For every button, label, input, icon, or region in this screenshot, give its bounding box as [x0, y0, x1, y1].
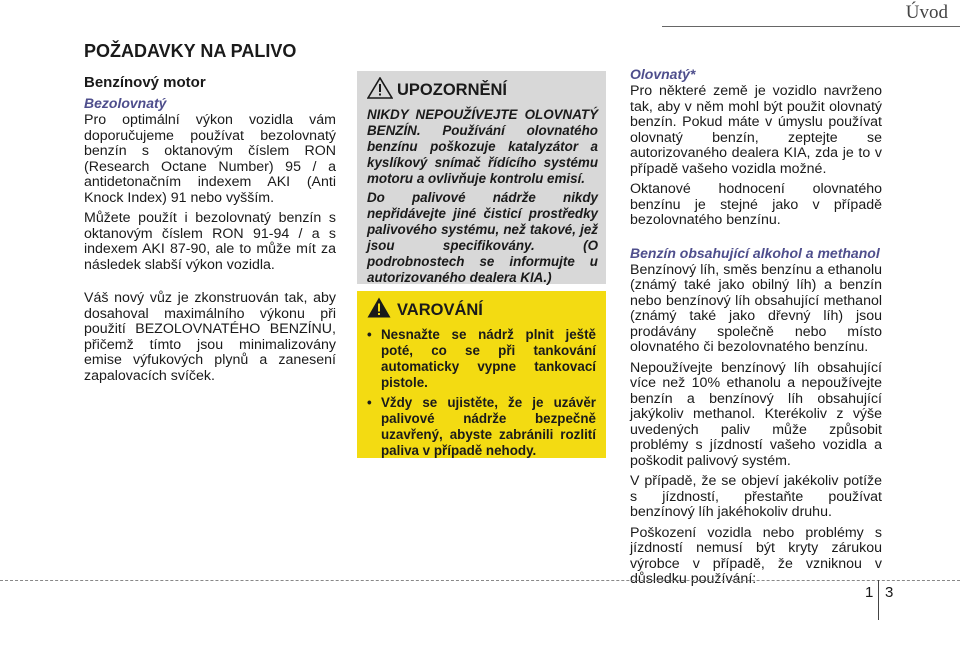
header-rule	[662, 26, 960, 27]
gasoline-engine-heading: Benzínový motor	[84, 74, 206, 91]
warning-item: • Vždy se ujistěte, že je uzávěr palivové nádrže bezpečně uzavřený, abyste zabránili rozlití paliva v případě nehody.	[367, 395, 596, 458]
leaded-paragraph-1: Pro některé země je vozidlo navrženo tak, aby v něm mohl být použit olovnatý benzín. Pokud máte v úmyslu používat olovnatý benzín, zeptejte se autorizovaného dealera KIA, zda je to v případě vašeho vozidla možné.	[630, 83, 882, 177]
page-title: POŽADAVKY NA PALIVO	[84, 41, 297, 61]
caution-text-2: Do palivové nádrže nikdy nepřidávejte jiné čisticí prostředky palivového systému, než takové, jež jsou specifikovány. (O podrobnostech se informujte u autorizovaného dealera KIA.)	[367, 190, 598, 285]
alcohol-paragraph-2: Nepoužívejte benzínový líh obsahující více než 10% ethanolu a nepoužívejte benzín a benzínový líh obsahující jakýkoliv methanol. Kterékoliv z výše uvedených paliv může způsobit problémy s jízdností vašeho vozidla a poškodit palivový systém.	[630, 359, 882, 469]
alcohol-paragraph-4: Poškození vozidla nebo problémy s jízdností nemusí být kryty zárukou výrobce v případě, že vzniknou v důsledku používání:	[630, 524, 882, 587]
alcohol-paragraph-1: Benzínový líh, směs benzínu a ethanolu (známý také jako obilný líh) a benzín nebo benzínový líh obsahující methanol (známý také jako dřevný líh) jsou prodávány společně nebo místo olovnatého či bezolovnatého benzínu.	[630, 261, 882, 355]
left-column	[84, 40, 336, 384]
warning-box	[357, 291, 606, 458]
alcohol-heading: Benzín obsahující alkohol a methanol	[630, 244, 880, 261]
caution-box	[357, 71, 606, 284]
unleaded-paragraph-1: Pro optimální výkon vozidla vám doporučujeme používat bezolovnatý benzín s oktanovým číslem RON (Research Octane Number) 95 / a antidetonačním indexem AKI (Anti Knock Index) 91 nebo vyšším.	[84, 112, 336, 206]
unleaded-paragraph-2: Můžete použít i bezolovnatý benzín s oktanovým číslem RON 91-94 / a s indexem AKI 87-90, ale to může mít za následek slabší výkon vozidla.	[84, 210, 336, 273]
warning-title: VAROVÁNÍ	[397, 300, 483, 319]
caution-triangle-icon	[367, 77, 393, 104]
warning-item-text: Vždy se ujistěte, že je uzávěr palivové nádrže bezpečně uzavřený, abyste zabránili rozlití paliva v případě nehody.	[381, 395, 596, 458]
caution-title: UPOZORNĚNÍ	[397, 81, 508, 99]
caution-text-1: NIKDY NEPOUŽÍVEJTE OLOVNATÝ BENZÍN. Používání olovnatého benzínu poškozuje katalyzátor a kyslíkový snímač řídícího systému motoru a ovlivňuje kontrolu emisí.	[367, 107, 598, 186]
chapter-number: 1	[865, 584, 874, 601]
unleaded-heading: Bezolovnatý	[84, 95, 167, 111]
warning-triangle-icon	[367, 297, 391, 323]
leaded-heading: Olovnatý*	[630, 66, 696, 82]
warning-item: • Nesnažte se nádrž plnit ještě poté, co se při tankování automaticky vypne tankovací pistole.	[367, 327, 596, 390]
section-title: Úvod	[905, 2, 948, 23]
right-column	[630, 66, 882, 588]
leaded-paragraph-2: Oktanové hodnocení olovnatého benzínu je stejné jako v případě bezolovnatého benzínu.	[630, 181, 882, 228]
page-number-divider	[878, 580, 879, 620]
unleaded-paragraph-3: Váš nový vůz je zkonstruován tak, aby dosahoval maximálního výkonu při použití BEZOLOVNATÉHO BENZÍNU, přičemž tímto jsou minimalizovány emise výfukových plynů a zanesení zapalovacích svíček.	[84, 290, 336, 384]
footer-dashed-rule	[0, 580, 960, 581]
warning-list	[367, 327, 596, 459]
page-number: 3	[885, 584, 894, 601]
warning-header	[367, 297, 596, 323]
warning-item-text: Nesnažte se nádrž plnit ještě poté, co se při tankování automaticky vypne tankovací pistole.	[381, 327, 596, 390]
caution-header	[367, 77, 598, 104]
alcohol-paragraph-3: V případě, že se objeví jakékoliv potíže s jízdností, přestaňte používat benzínový líh jakéhokoliv druhu.	[630, 473, 882, 520]
